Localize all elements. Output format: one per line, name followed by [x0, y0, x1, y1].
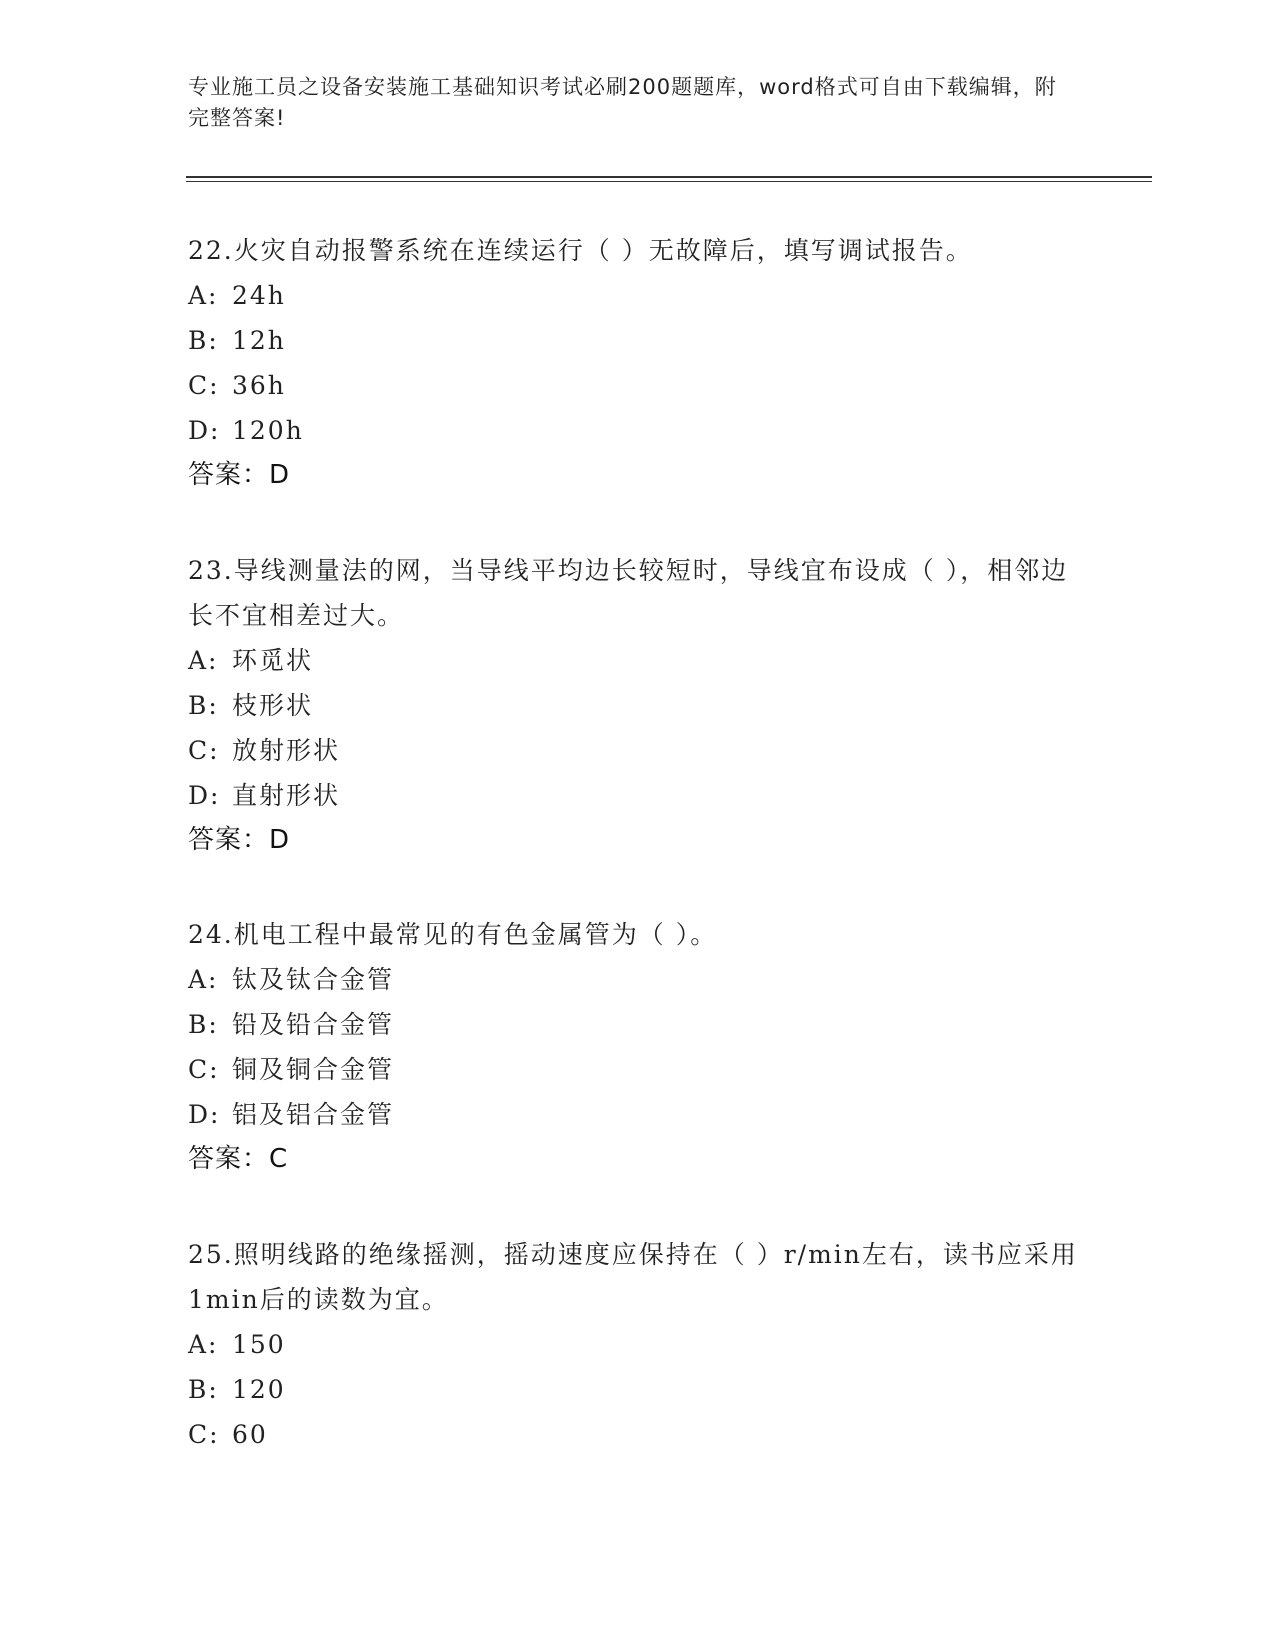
question-stem: 22.火灾自动报警系统在连续运行（ ）无故障后，填写调试报告。 — [188, 236, 973, 265]
option-text: 120h — [232, 416, 304, 445]
option-key: D: — [188, 416, 221, 445]
option-a — [188, 1322, 1088, 1367]
option-text: 直射形状 — [232, 781, 341, 810]
option-d — [188, 1092, 1088, 1137]
option-key: A: — [188, 646, 219, 675]
header-divider-top — [186, 176, 1152, 178]
header-divider-bottom — [186, 181, 1152, 182]
document-header-title: 专业施工员之设备安装施工基础知识考试必刷200题题库，word格式可自由下载编辑，附完整答案! — [188, 75, 1057, 130]
option-text: 铅及铅合金管 — [232, 1010, 395, 1039]
option-text: 36h — [232, 371, 286, 400]
answer-line: 答案：D — [188, 460, 291, 490]
option-text: 24h — [232, 281, 286, 310]
option-d — [188, 773, 1088, 818]
option-text: 枝形状 — [232, 691, 314, 720]
question-25 — [188, 1232, 1088, 1457]
option-c — [188, 1047, 1088, 1092]
option-key: A: — [188, 281, 219, 310]
option-key: B: — [188, 326, 219, 355]
option-key: B: — [188, 1375, 219, 1404]
question-23 — [188, 548, 1088, 863]
answer-line: 答案：D — [188, 825, 291, 855]
option-text: 钛及钛合金管 — [232, 965, 395, 994]
option-key: A: — [188, 1330, 219, 1359]
option-key: C: — [188, 371, 220, 400]
answer-line: 答案：C — [188, 1144, 289, 1174]
option-key: B: — [188, 1010, 219, 1039]
option-key: C: — [188, 736, 220, 765]
option-a — [188, 638, 1088, 683]
option-key: A: — [188, 965, 219, 994]
option-text: 放射形状 — [232, 736, 341, 765]
question-stem: 23.导线测量法的网，当导线平均边长较短时，导线宜布设成（ ），相邻边长不宜相差过大。 — [188, 556, 1069, 630]
option-text: 120 — [232, 1375, 286, 1404]
option-text: 环觅状 — [232, 646, 314, 675]
option-text: 150 — [232, 1330, 286, 1359]
option-text: 60 — [232, 1420, 268, 1449]
question-22 — [188, 228, 1088, 498]
option-key: D: — [188, 781, 221, 810]
option-d — [188, 408, 1088, 453]
option-text: 铝及铝合金管 — [232, 1100, 395, 1129]
option-a — [188, 957, 1088, 1002]
option-key: C: — [188, 1055, 220, 1084]
option-key: B: — [188, 691, 219, 720]
option-b — [188, 683, 1088, 728]
option-b — [188, 318, 1088, 363]
option-text: 12h — [232, 326, 286, 355]
option-key: C: — [188, 1420, 220, 1449]
option-text: 铜及铜合金管 — [232, 1055, 395, 1084]
option-b — [188, 1367, 1088, 1412]
option-c — [188, 728, 1088, 773]
question-stem: 24.机电工程中最常见的有色金属管为（ ）。 — [188, 920, 718, 949]
option-b — [188, 1002, 1088, 1047]
option-c — [188, 1412, 1088, 1457]
option-a — [188, 273, 1088, 318]
question-stem: 25.照明线路的绝缘摇测，摇动速度应保持在（ ）r/min左右，读书应采用1min后的读数为宜。 — [188, 1240, 1078, 1314]
option-c — [188, 363, 1088, 408]
option-key: D: — [188, 1100, 221, 1129]
question-24 — [188, 912, 1088, 1182]
